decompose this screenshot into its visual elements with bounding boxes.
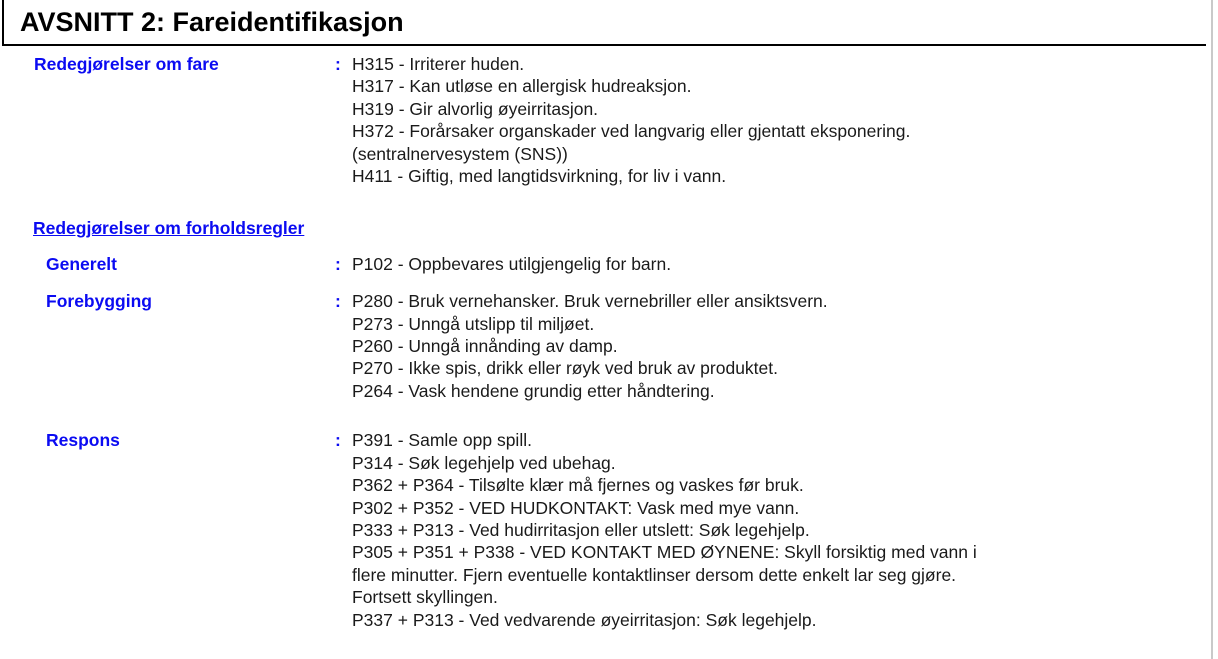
section-header-box [2,0,1206,46]
precautionary-statement-line: flere minutter. Fjern eventuelle kontaktlinser dersom dette enkelt lar seg gjøre. [352,564,957,585]
general-lines [352,253,1218,275]
precautionary-statement-line: P264 - Vask hendene grundig etter håndtering. [352,380,715,401]
precautionary-statement-line: P314 - Søk legehjelp ved ubehag. [352,452,616,473]
response-colon: : [335,430,341,451]
hazard-statement-line: H319 - Gir alvorlig øyeirritasjon. [352,98,599,119]
response-label: Respons [46,430,120,451]
hazard-statement-line: H372 - Forårsaker organskader ved langvarig eller gjentatt eksponering. [352,121,911,142]
precautionary-statement-line: P260 - Unngå innånding av damp. [352,336,618,357]
prevention-colon: : [335,291,341,312]
general-row [0,253,1218,275]
hazard-statements-colon: : [335,54,341,74]
precautionary-statement-line: P333 + P313 - Ved hudirritasjon eller utslett: Søk legehjelp. [352,519,810,540]
hazard-statements-label: Redegjørelser om fare [34,54,219,74]
general-label: Generelt [46,253,117,274]
response-row [0,429,1218,631]
precautionary-statement-line: P337 + P313 - Ved vedvarende øyeirritasjon: Søk legehjelp. [352,609,817,630]
hazard-statements-row [0,53,1218,187]
response-lines [352,429,1218,631]
hazard-statements-lines [352,53,1218,187]
precautionary-statement-line: P302 + P352 - VED HUDKONTAKT: Vask med mye vann. [352,497,800,518]
hazard-statement-line: H317 - Kan utløse en allergisk hudreaksjon. [352,76,692,97]
precautionary-statement-line: P273 - Unngå utslipp til miljøet. [352,313,595,334]
page-right-edge-line [1211,0,1213,659]
precautionary-statement-line: P305 + P351 + P338 - VED KONTAKT MED ØYNENE: Skyll forsiktig med vann i [352,542,977,563]
precautionary-statement-line: P270 - Ikke spis, drikk eller røyk ved bruk av produktet. [352,358,778,379]
section-content [0,46,1218,631]
hazard-statement-line: (sentralnervesystem (SNS)) [352,143,568,164]
hazard-statement-line: H411 - Giftig, med langtidsvirkning, for liv i vann. [352,166,727,187]
general-colon: : [335,253,341,274]
prevention-row [0,290,1218,402]
precautionary-statement-line: P362 + P364 - Tilsølte klær må fjernes og vaskes før bruk. [352,475,804,496]
prevention-lines [352,290,1218,402]
precautionary-statement-line: Fortsett skyllingen. [352,587,498,608]
precautionary-statement-line: P280 - Bruk vernehansker. Bruk vernebriller eller ansiktsvern. [352,291,828,312]
precautionary-statements-heading: Redegjørelser om forholdsregler [33,218,305,239]
prevention-label: Forebygging [46,291,152,312]
precautionary-statement-line: P391 - Samle opp spill. [352,430,532,451]
hazard-statement-line: H315 - Irriterer huden. [352,54,525,74]
section-title: AVSNITT 2: Fareidentifikasjon [20,6,404,37]
precautionary-statement-line: P102 - Oppbevares utilgjengelig for barn. [352,253,672,274]
